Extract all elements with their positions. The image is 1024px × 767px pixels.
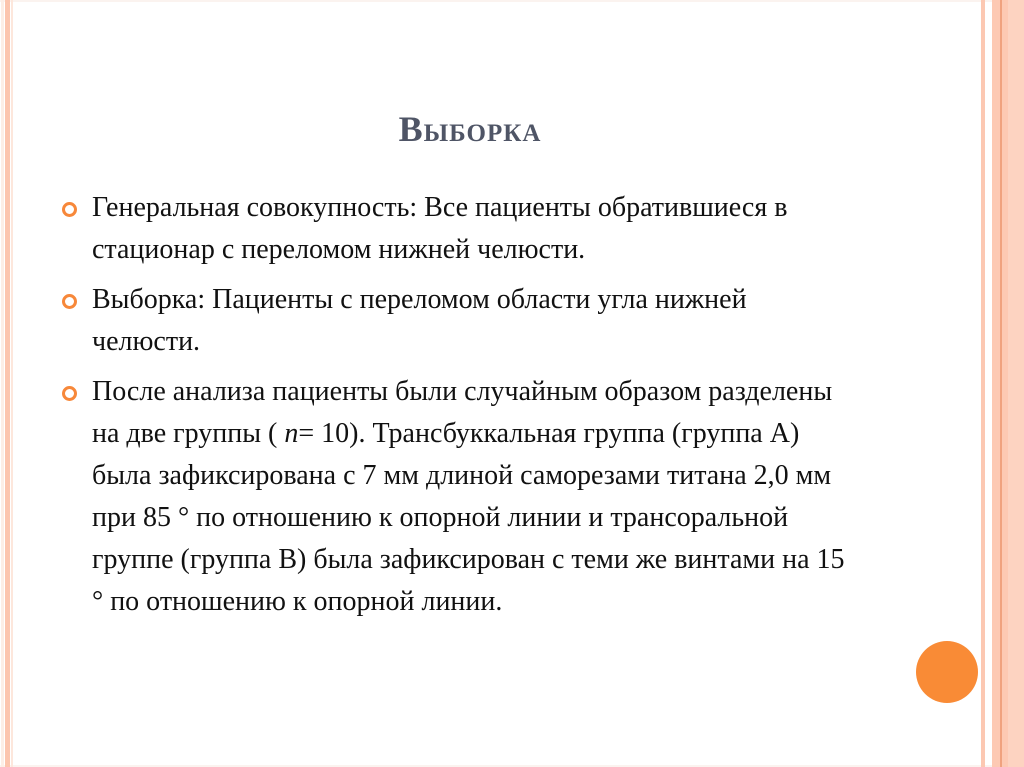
orange-circle-decoration <box>916 641 978 703</box>
bullet-text-part: = 10). Трансбуккальная группа (группа А) была зафиксирована с 7 мм длиной саморезами титана 2,0 мм при 85 ° по отношению к опорной линии и трансоральной группе (группа В) была зафиксирован с теми же винтами на 15 ° по отношению к опорной линии. <box>92 418 845 617</box>
n-variable: n <box>284 418 299 449</box>
right-stripe-decoration <box>1000 0 1002 767</box>
bullet-text-part: После анализа пациенты были случайным образом разделены на две группы ( <box>92 376 833 449</box>
hollow-circle-bullet-icon <box>62 386 77 401</box>
bullet-item <box>60 187 850 271</box>
right-stripe-decoration <box>981 0 985 767</box>
hollow-circle-bullet-icon <box>62 294 77 309</box>
bullet-list <box>60 187 850 631</box>
bullet-text: Выборка: Пациенты с переломом области угла нижней челюсти. <box>92 284 747 357</box>
top-border <box>0 0 1024 2</box>
bullet-item <box>60 279 850 363</box>
right-stripe-decoration <box>1008 0 1024 767</box>
slide-title: Выборка <box>398 109 542 149</box>
bullet-item <box>60 371 850 623</box>
hollow-circle-bullet-icon <box>62 202 77 217</box>
bullet-text: Генеральная совокупность: Все пациенты обратившиеся в стационар с переломом нижней челюсти. <box>92 192 788 265</box>
